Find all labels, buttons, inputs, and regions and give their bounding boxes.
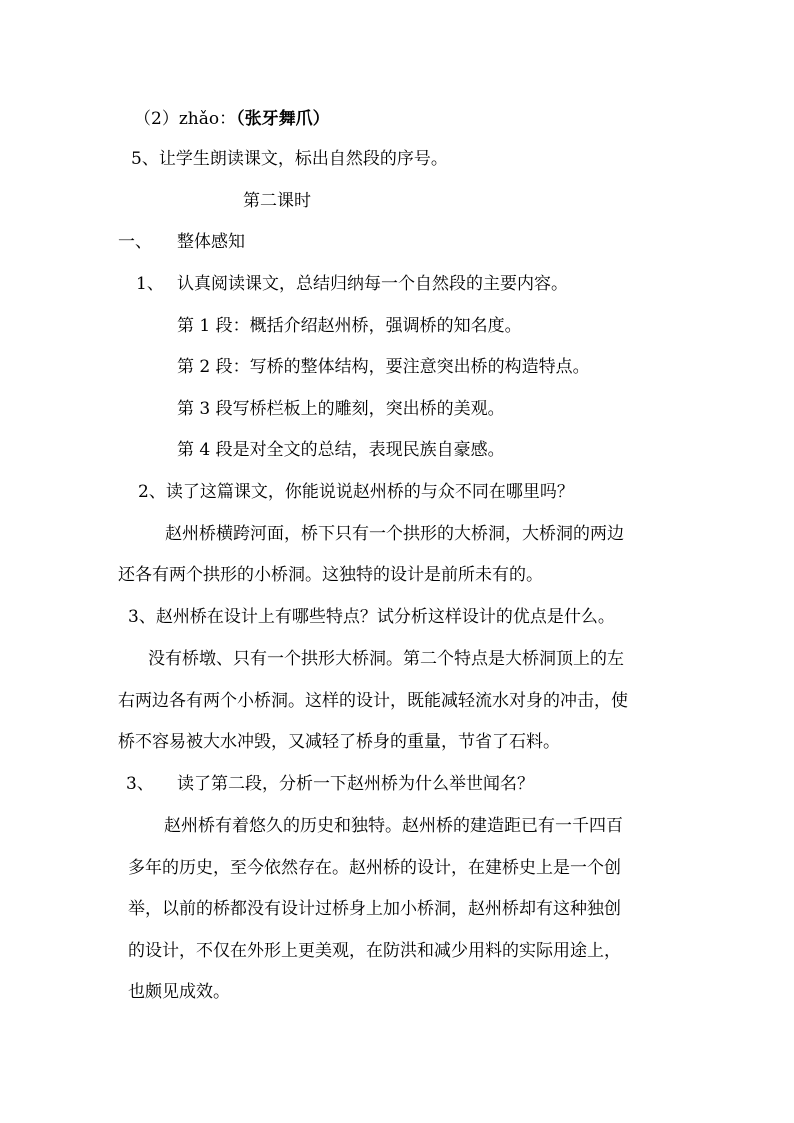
section-heading (118, 231, 245, 253)
task-1-number: 1、 (136, 274, 164, 294)
question-4-text: 读了第二段，分析一下赵州桥为什么举世闻名？ (177, 774, 534, 794)
step-5: 5、让学生朗读课文，标出自然段的序号。 (131, 149, 448, 169)
question-2: 2、读了这篇课文，你能说说赵州桥的与众不同在哪里吗？ (138, 482, 574, 502)
paragraph-summary-3: 第 3 段写桥栏板上的雕刻，突出桥的美观。 (177, 399, 505, 419)
answer-4-line-1: 赵州桥有着悠久的历史和独特。赵州桥的建造距已有一千四百 (164, 816, 623, 836)
answer-4-line-2: 多年的历史，至今依然存在。赵州桥的设计，在建桥史上是一个创 (128, 858, 621, 878)
section-number: 一、 (118, 232, 152, 252)
paragraph-summary-1: 第 1 段：概括介绍赵州桥，强调桥的知名度。 (177, 316, 522, 336)
answer-4-line-4: 的设计，不仅在外形上更美观，在防洪和减少用料的实际用途上， (128, 941, 621, 961)
lesson-heading: 第二课时 (243, 191, 311, 211)
answer-3-line-2: 右两边各有两个小桥洞。这样的设计，既能减轻流水对身的冲击，使 (118, 691, 628, 711)
question-3: 3、赵州桥在设计上有哪些特点？试分析这样设计的优点是什么。 (128, 607, 615, 627)
task-1-text: 认真阅读课文，总结归纳每一个自然段的主要内容。 (177, 274, 568, 294)
section-title: 整体感知 (177, 232, 245, 252)
question-4 (126, 773, 534, 795)
answer-4-line-3: 举，以前的桥都没有设计过桥身上加小桥洞，赵州桥却有这种独创 (128, 899, 621, 919)
answer-3-line-1: 没有桥墩、只有一个拱形大桥洞。第二个特点是大桥洞顶上的左 (148, 649, 624, 669)
pinyin-line (134, 108, 330, 130)
answer-3-line-3: 桥不容易被大水冲毁，又减轻了桥身的重量，节省了石料。 (118, 732, 560, 752)
answer-2-line-2: 还各有两个拱形的小桥洞。这独特的设计是前所未有的。 (118, 565, 543, 585)
answer-2-line-1: 赵州桥横跨河面，桥下只有一个拱形的大桥洞，大桥洞的两边 (165, 524, 624, 544)
idiom-answer: （张牙舞爪） (236, 109, 330, 129)
answer-4-line-5: 也颇见成效。 (128, 982, 230, 1002)
task-1 (136, 273, 568, 295)
question-4-number: 3、 (126, 774, 154, 794)
paragraph-summary-2: 第 2 段：写桥的整体结构，要注意突出桥的构造特点。 (177, 357, 590, 377)
paragraph-summary-4: 第 4 段是对全文的总结，表现民族自豪感。 (177, 440, 505, 460)
pinyin-prefix: （2）zhǎo： (134, 109, 237, 129)
